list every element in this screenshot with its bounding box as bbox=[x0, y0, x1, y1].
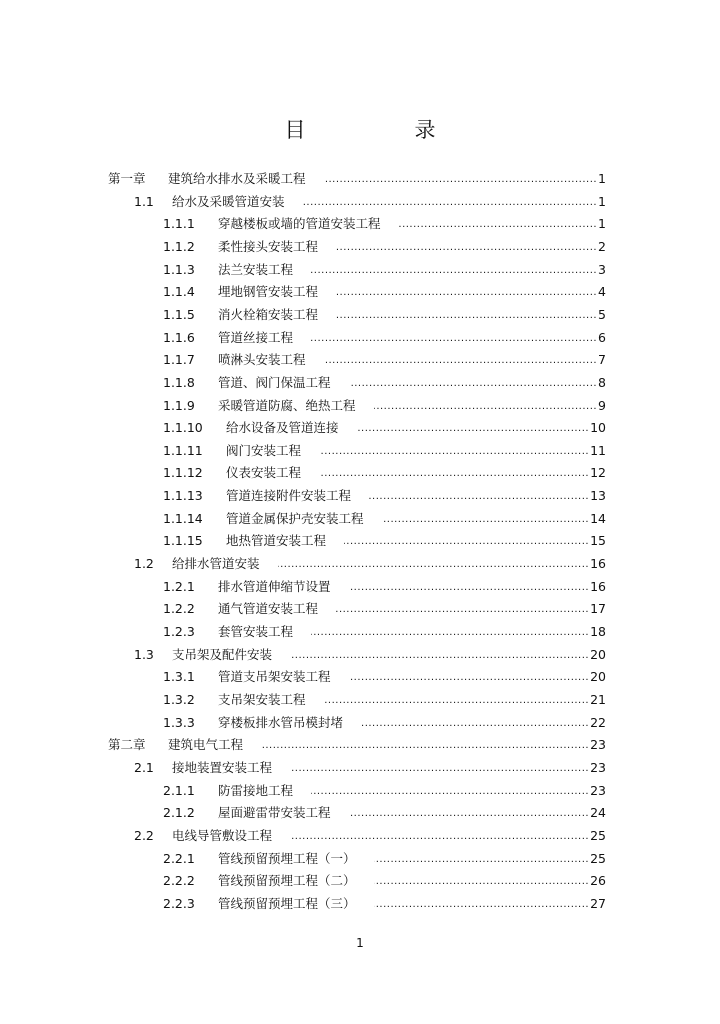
page-number: 1 bbox=[356, 936, 364, 950]
toc-entry-title: 管道丝接工程 bbox=[218, 330, 294, 345]
toc-entry bbox=[0, 714, 720, 732]
toc-entry-number: 1.1 bbox=[134, 194, 154, 209]
toc-entry bbox=[0, 872, 720, 890]
toc-entry-title: 管线预留预埋工程（二） bbox=[218, 873, 356, 888]
toc-entry bbox=[0, 464, 720, 482]
toc-dot-leader bbox=[374, 397, 598, 415]
toc-entry bbox=[0, 215, 720, 233]
toc-dot-leader bbox=[290, 759, 589, 777]
toc-entry-number: 1.1.14 bbox=[163, 511, 203, 526]
toc-entry-page: 15 bbox=[590, 533, 606, 548]
toc-entry-page: 11 bbox=[590, 443, 606, 458]
toc-entry-page: 5 bbox=[598, 307, 606, 322]
toc-entry-number: 1.3.2 bbox=[163, 692, 195, 707]
toc-entry-page: 27 bbox=[590, 896, 606, 911]
toc-dot-leader bbox=[324, 351, 598, 369]
toc-entry-page: 9 bbox=[598, 398, 606, 413]
toc-entry bbox=[0, 736, 720, 754]
toc-dot-leader bbox=[336, 600, 589, 618]
toc-entry bbox=[0, 193, 720, 211]
toc-entry-page: 16 bbox=[590, 579, 606, 594]
toc-dot-leader bbox=[382, 510, 590, 528]
toc-dot-leader bbox=[336, 238, 597, 256]
toc-entry-page: 20 bbox=[590, 647, 606, 662]
toc-entry bbox=[0, 442, 720, 460]
toc-entry-number: 1.3.3 bbox=[163, 715, 195, 730]
toc-entry bbox=[0, 578, 720, 596]
toc-dot-leader bbox=[374, 850, 590, 868]
toc-entry-page: 25 bbox=[590, 851, 606, 866]
toc-entry bbox=[0, 782, 720, 800]
toc-entry-title: 给水及采暖管道安装 bbox=[172, 194, 285, 209]
toc-entry-page: 10 bbox=[590, 420, 606, 435]
toc-dot-leader bbox=[290, 646, 589, 664]
toc-entry-title: 给排水管道安装 bbox=[172, 556, 260, 571]
toc-entry-page: 23 bbox=[590, 737, 606, 752]
toc-entry-title: 法兰安装工程 bbox=[218, 262, 294, 277]
toc-entry bbox=[0, 351, 720, 369]
toc-entry-number: 2.1.2 bbox=[163, 805, 195, 820]
toc-entry-number: 1.1.11 bbox=[163, 443, 203, 458]
toc-entry-title: 仪表安装工程 bbox=[226, 465, 302, 480]
toc-entry-title: 电线导管敷设工程 bbox=[172, 828, 273, 843]
toc-entry-title: 管道金属保护壳安装工程 bbox=[226, 511, 364, 526]
toc-entry-number: 1.1.2 bbox=[163, 239, 195, 254]
toc-entry-number: 1.1.8 bbox=[163, 375, 195, 390]
toc-entry-page: 22 bbox=[590, 715, 606, 730]
toc-dot-leader bbox=[349, 668, 590, 686]
toc-entry bbox=[0, 691, 720, 709]
toc-entry-page: 1 bbox=[598, 194, 606, 209]
toc-dot-leader bbox=[311, 261, 597, 279]
toc-entry-number: 1.2.2 bbox=[163, 601, 195, 616]
toc-dot-leader bbox=[290, 827, 589, 845]
toc-entry-title: 柔性接头安装工程 bbox=[218, 239, 319, 254]
toc-entry-number: 2.2 bbox=[134, 828, 154, 843]
toc-entry bbox=[0, 668, 720, 686]
toc-entry-number: 1.2.3 bbox=[163, 624, 195, 639]
toc-entry-title: 采暖管道防腐、绝热工程 bbox=[218, 398, 356, 413]
toc-dot-leader bbox=[344, 532, 589, 550]
toc-entry-number: 1.2 bbox=[134, 556, 154, 571]
toc-entry-title: 喷淋头安装工程 bbox=[218, 352, 306, 367]
toc-entry-number: 1.1.3 bbox=[163, 262, 195, 277]
toc-entry bbox=[0, 261, 720, 279]
toc-entry-title: 支吊架安装工程 bbox=[218, 692, 306, 707]
toc-entry-page: 23 bbox=[590, 760, 606, 775]
toc-dot-leader bbox=[336, 283, 597, 301]
toc-entry-page: 23 bbox=[590, 783, 606, 798]
toc-dot-leader bbox=[261, 736, 589, 754]
toc-dot-leader bbox=[361, 714, 589, 732]
toc-entry-number: 1.1.6 bbox=[163, 330, 195, 345]
toc-entry-title: 埋地钢管安装工程 bbox=[218, 284, 319, 299]
toc-entry-title: 给水设备及管道连接 bbox=[226, 420, 339, 435]
toc-entry bbox=[0, 555, 720, 573]
toc-entry-page: 12 bbox=[590, 465, 606, 480]
toc-dot-leader bbox=[311, 623, 589, 641]
toc-entry-number: 1.1.12 bbox=[163, 465, 203, 480]
toc-entry-page: 16 bbox=[590, 556, 606, 571]
toc-entry-number: 1.1.4 bbox=[163, 284, 195, 299]
toc-entry bbox=[0, 850, 720, 868]
toc-dot-leader bbox=[311, 329, 597, 347]
toc-entry-title: 套管安装工程 bbox=[218, 624, 294, 639]
toc-entry-number: 1.1.9 bbox=[163, 398, 195, 413]
toc-entry-page: 26 bbox=[590, 873, 606, 888]
toc-entry-title: 管道支吊架安装工程 bbox=[218, 669, 331, 684]
toc-dot-leader bbox=[303, 193, 598, 211]
toc-entry bbox=[0, 510, 720, 528]
toc-entry-number: 2.1.1 bbox=[163, 783, 195, 798]
toc-dot-leader bbox=[349, 578, 590, 596]
toc-entry bbox=[0, 238, 720, 256]
toc-entry-title: 支吊架及配件安装 bbox=[172, 647, 273, 662]
toc-dot-leader bbox=[357, 419, 590, 437]
toc-entry-page: 1 bbox=[598, 216, 606, 231]
toc-entry-number: 2.2.1 bbox=[163, 851, 195, 866]
toc-entry bbox=[0, 827, 720, 845]
toc-entry-title: 消火栓箱安装工程 bbox=[218, 307, 319, 322]
toc-entry-page: 25 bbox=[590, 828, 606, 843]
toc-entry-title: 管道、阀门保温工程 bbox=[218, 375, 331, 390]
toc-entry bbox=[0, 283, 720, 301]
toc-entry-number: 第一章 bbox=[108, 171, 146, 186]
toc-entry-number: 1.1.5 bbox=[163, 307, 195, 322]
toc-dot-leader bbox=[336, 306, 597, 324]
toc-dot-leader bbox=[324, 170, 598, 188]
toc-entry bbox=[0, 170, 720, 188]
toc-dot-leader bbox=[399, 215, 598, 233]
toc-entry-page: 14 bbox=[590, 511, 606, 526]
page-title: 目 录 bbox=[284, 118, 480, 142]
toc-entry-page: 13 bbox=[590, 488, 606, 503]
toc-entry-number: 1.1.10 bbox=[163, 420, 203, 435]
toc-entry-title: 穿越楼板或墙的管道安装工程 bbox=[218, 216, 381, 231]
toc-entry bbox=[0, 419, 720, 437]
toc-entry-title: 阀门安装工程 bbox=[226, 443, 302, 458]
toc-entry-title: 穿楼板排水管吊模封堵 bbox=[218, 715, 344, 730]
toc-entry-number: 2.2.2 bbox=[163, 873, 195, 888]
toc-entry bbox=[0, 759, 720, 777]
toc-entry-number: 1.1.7 bbox=[163, 352, 195, 367]
toc-entry-number: 1.1.15 bbox=[163, 533, 203, 548]
toc-dot-leader bbox=[369, 487, 589, 505]
toc-entry-page: 21 bbox=[590, 692, 606, 707]
toc-entry-title: 管线预留预埋工程（一） bbox=[218, 851, 356, 866]
toc-entry-title: 管线预留预埋工程（三） bbox=[218, 896, 356, 911]
toc-entry-number: 2.2.3 bbox=[163, 896, 195, 911]
toc-dot-leader bbox=[319, 464, 589, 482]
toc-dot-leader bbox=[311, 782, 589, 800]
toc-entry bbox=[0, 374, 720, 392]
toc-entry-number: 1.3 bbox=[134, 647, 154, 662]
toc-entry bbox=[0, 532, 720, 550]
toc-entry-page: 3 bbox=[598, 262, 606, 277]
toc-entry-page: 24 bbox=[590, 805, 606, 820]
toc-dot-leader bbox=[374, 895, 590, 913]
toc-entry bbox=[0, 397, 720, 415]
toc-entry-page: 20 bbox=[590, 669, 606, 684]
toc-entry bbox=[0, 329, 720, 347]
toc-entry-page: 4 bbox=[598, 284, 606, 299]
toc-entry bbox=[0, 895, 720, 913]
toc-entry-number: 1.1.1 bbox=[163, 216, 195, 231]
toc-entry-title: 管道连接附件安装工程 bbox=[226, 488, 352, 503]
toc-entry-title: 防雷接地工程 bbox=[218, 783, 294, 798]
toc-dot-leader bbox=[324, 691, 590, 709]
toc-entry-page: 17 bbox=[590, 601, 606, 616]
toc-entry bbox=[0, 487, 720, 505]
toc-entry-page: 7 bbox=[598, 352, 606, 367]
toc-dot-leader bbox=[349, 374, 598, 392]
toc-entry-title: 地热管道安装工程 bbox=[226, 533, 327, 548]
toc-entry-title: 建筑电气工程 bbox=[168, 737, 244, 752]
toc-entry bbox=[0, 600, 720, 618]
toc-entry-page: 18 bbox=[590, 624, 606, 639]
toc-entry-number: 第二章 bbox=[108, 737, 146, 752]
toc-entry-number: 2.1 bbox=[134, 760, 154, 775]
toc-entry-number: 1.2.1 bbox=[163, 579, 195, 594]
toc-entry-page: 6 bbox=[598, 330, 606, 345]
toc-dot-leader bbox=[319, 442, 589, 460]
toc-entry-page: 1 bbox=[598, 171, 606, 186]
toc-entry-title: 通气管道安装工程 bbox=[218, 601, 319, 616]
toc-entry-title: 接地装置安装工程 bbox=[172, 760, 273, 775]
toc-entry-page: 2 bbox=[598, 239, 606, 254]
toc-entry-number: 1.3.1 bbox=[163, 669, 195, 684]
toc-dot-leader bbox=[349, 804, 590, 822]
toc-entry-title: 建筑给水排水及采暖工程 bbox=[168, 171, 306, 186]
toc-entry bbox=[0, 804, 720, 822]
toc-dot-leader bbox=[374, 872, 590, 890]
toc-dot-leader bbox=[278, 555, 590, 573]
toc-entry bbox=[0, 306, 720, 324]
toc-entry-page: 8 bbox=[598, 375, 606, 390]
toc-entry bbox=[0, 646, 720, 664]
toc-entry-number: 1.1.13 bbox=[163, 488, 203, 503]
toc-entry-title: 排水管道伸缩节设置 bbox=[218, 579, 331, 594]
toc-entry bbox=[0, 623, 720, 641]
toc-entry-title: 屋面避雷带安装工程 bbox=[218, 805, 331, 820]
